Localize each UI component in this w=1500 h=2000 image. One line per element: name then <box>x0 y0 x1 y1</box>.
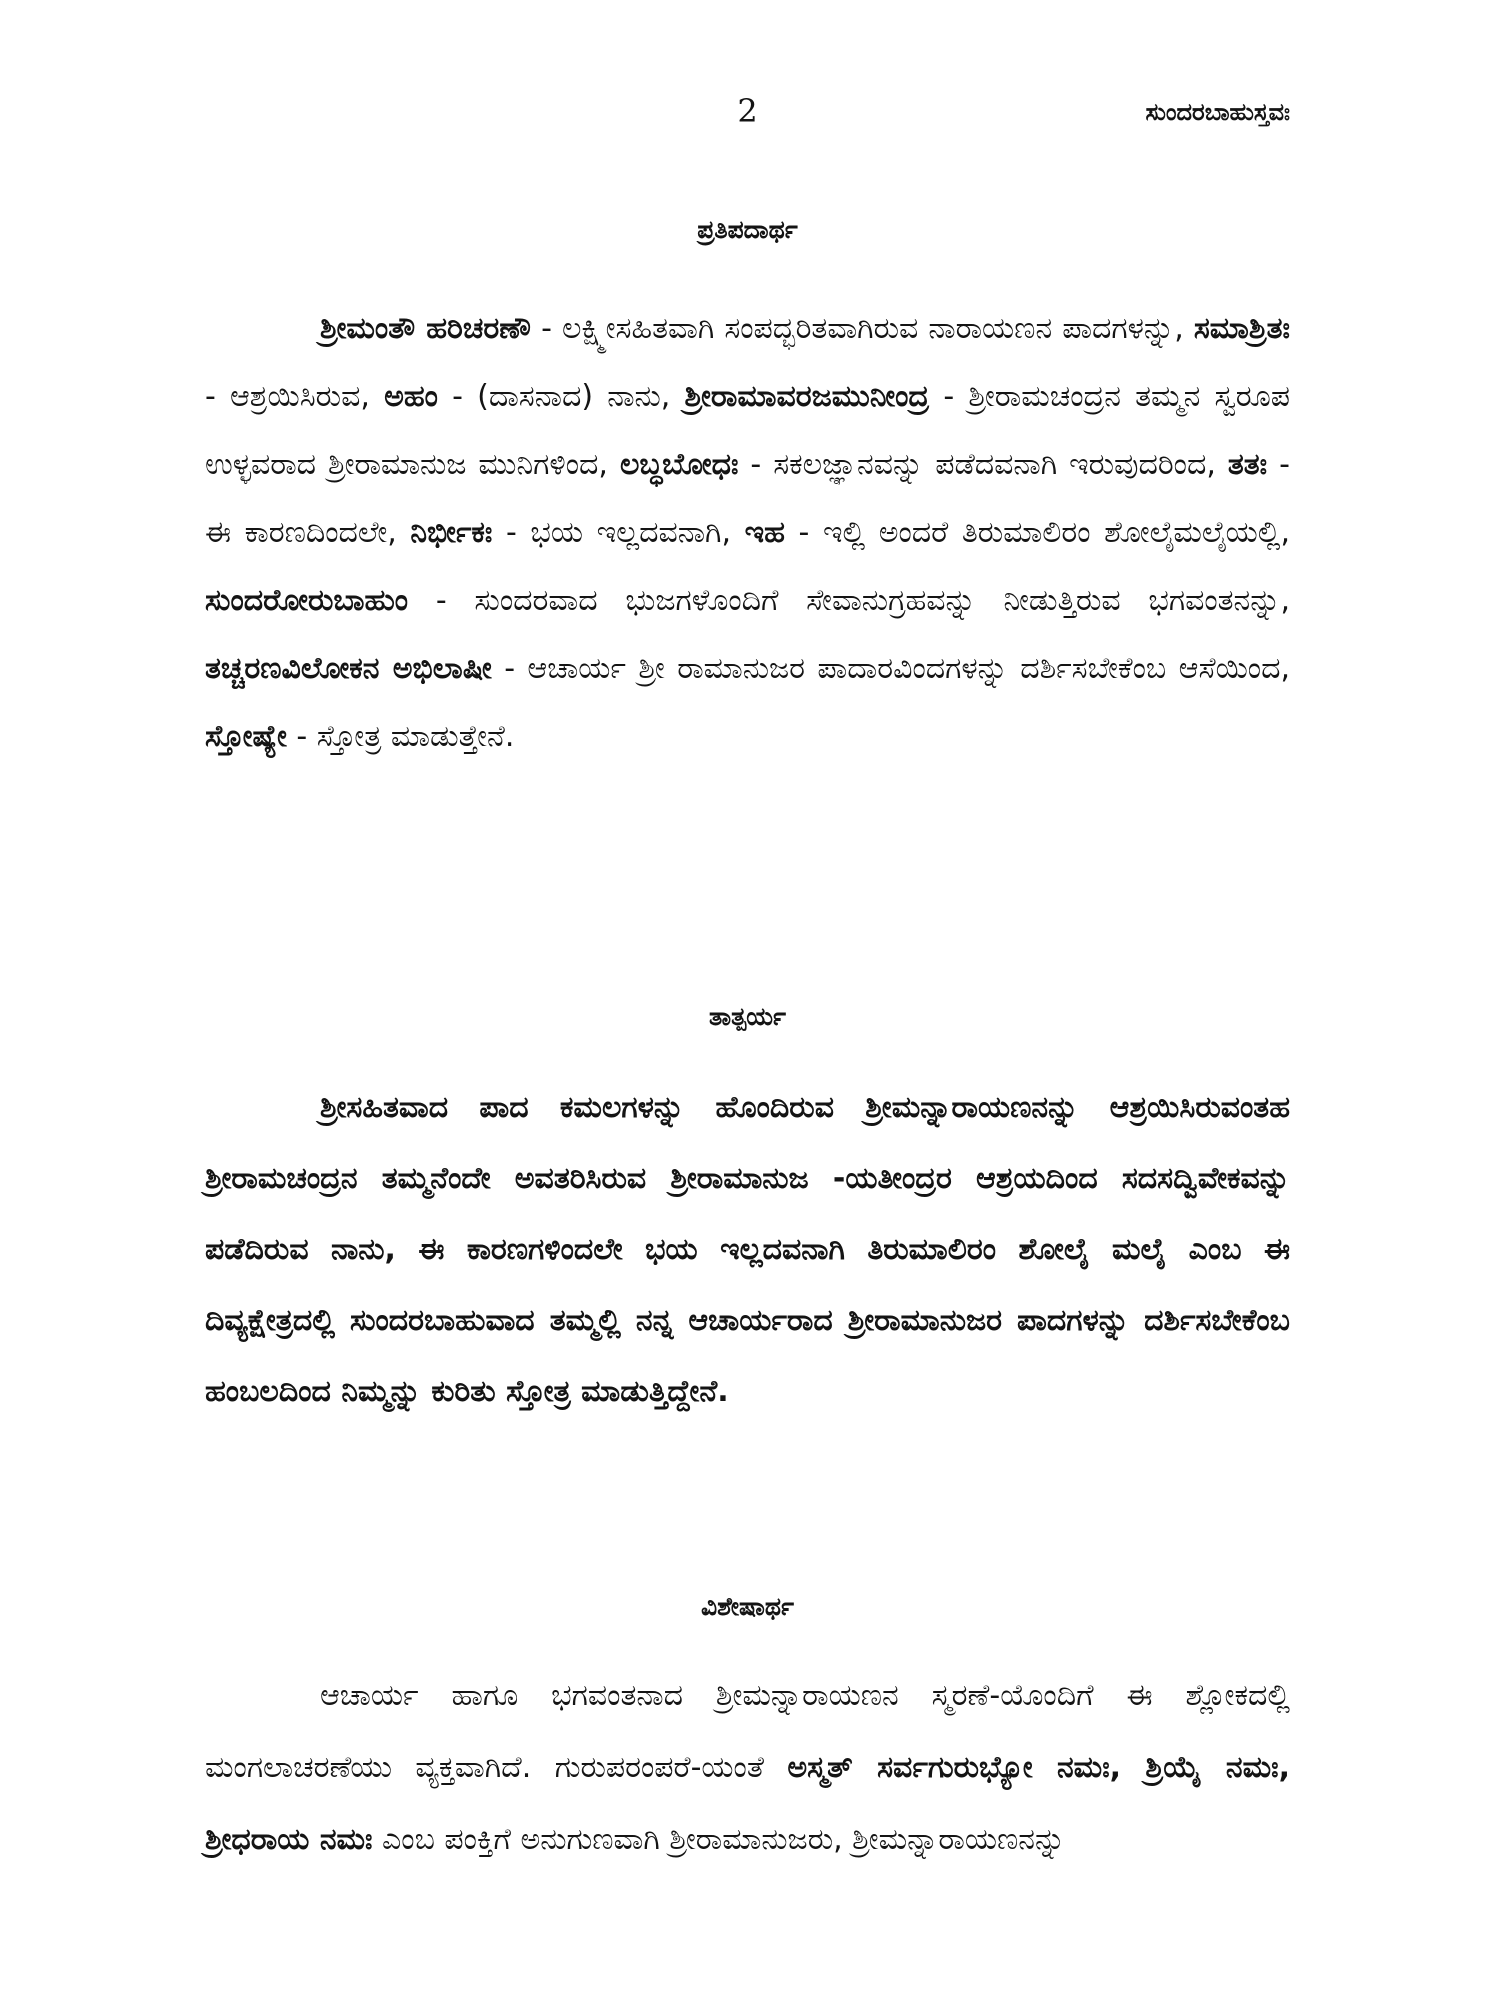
commentary-text: ಎಂಬ ಪಂಕ್ತಿಗೆ ಅನುಗುಣವಾಗಿ ಶ್ರೀರಾಮಾನುಜರು, ಶ್ರೀಮನ್ನಾರಾಯಣನನ್ನು <box>372 1822 1066 1857</box>
gloss-text: - ಭಯ ಇಲ್ಲದವನಾಗಿ, <box>492 515 745 550</box>
term-tatah: ತತಃ <box>1227 447 1268 482</box>
term-sundarorubahum: ಸುಂದರೋರುಬಾಹುಂ <box>205 583 409 618</box>
gloss-text: - (ದಾಸನಾದ) ನಾನು, <box>437 379 685 414</box>
term-labdhabodhah: ಲಬ್ಧಬೋಧಃ <box>619 447 739 482</box>
section-heading-visheshartha: ವಿಶೇಷಾರ್ಥ <box>701 1592 794 1621</box>
gloss-text: - ಲಕ್ಷ್ಮೀಸಹಿತವಾಗಿ ಸಂಪದ್ಭರಿತವಾಗಿರುವ ನಾರಾಯಣನ ಪಾದಗಳನ್ನು, <box>531 311 1194 346</box>
term-shriramavarajamunindra: ಶ್ರೀರಾಮಾವರಜಮುನೀಂದ್ರ <box>684 379 930 414</box>
gloss-text: - ಶ್ರೀರಾಮಚಂದ್ರನ ತಮ್ಮನ ಸ್ವರೂಪ ಉಳ್ಳವರಾದ ಶ್ರೀರಾಮಾನುಜ ಮುನಿಗಳಿಂದ, <box>205 379 1290 482</box>
running-header <box>205 92 1290 142</box>
pratipadartha-section <box>205 215 1290 771</box>
gloss-text: - ಇಲ್ಲಿ ಅಂದರೆ ತಿರುಮಾಲಿರಂ ಶೋಲೈಮಲೈಯಲ್ಲಿ, <box>784 515 1290 550</box>
running-title: ಸುಂದರಬಾಹುಸ್ತವಃ <box>1145 98 1290 126</box>
page-number: 2 <box>737 92 758 130</box>
gloss-text: - ಆಶ್ರಯಿಸಿರುವ, <box>205 379 385 414</box>
gloss-text: - ಸಕಲಜ್ಞಾನವನ್ನು ಪಡೆದವನಾಗಿ ಇರುವುದರಿಂದ, <box>738 447 1228 482</box>
term-nirbhikah: ನಿರ್ಭೀಕಃ <box>410 515 493 550</box>
section-heading-pratipadartha: ಪ್ರತಿಪದಾರ್ಥ <box>697 215 798 244</box>
term-samashritah: ಸಮಾಶ್ರಿತಃ <box>1193 311 1290 346</box>
gloss-text: - ಈ ಕಾರಣದಿಂದಲೇ, <box>205 447 1290 550</box>
term-shrimantau-haricharanau: ಶ್ರೀಮಂತೌ ಹರಿಚರಣೌ <box>320 311 532 346</box>
gloss-text: - ಸುಂದರವಾದ ಭುಜಗಳೊಂದಿಗೆ ಸೇವಾನುಗ್ರಹವನ್ನು ನೀಡುತ್ತಿರುವ ಭಗವಂತನನ್ನು, <box>408 583 1290 618</box>
term-aham: ಅಹಂ <box>384 379 438 414</box>
gloss-text: - ಸ್ತೋತ್ರ ಮಾಡುತ್ತೇನೆ. <box>286 719 515 754</box>
commentary-text: ಆಚಾರ್ಯ ಹಾಗೂ ಭಗವಂತನಾದ ಶ್ರೀಮನ್ನಾರಾಯಣನ ಸ್ಮರಣೆ-ಯೊಂದಿಗೆ ಈ ಶ್ಲೋಕದಲ್ಲಿ ಮಂಗಲಾಚರಣೆಯು ವ್ಯಕ್ತವಾಗಿದೆ. ಗುರುಪರಂಪರೆ-ಯಂತೆ <box>205 1678 1290 1785</box>
gloss-text: - ಆಚಾರ್ಯ ಶ್ರೀ ರಾಮಾನುಜರ ಪಾದಾರವಿಂದಗಳನ್ನು ದರ್ಶಿಸಬೇಕೆಂಬ ಆಸೆಯಿಂದ, <box>491 651 1290 686</box>
guruparampara-salutation: ಅಸ್ಮತ್ ಸರ್ವಗುರುಭ್ಯೋ ನಮಃ, ಶ್ರಿಯೈ ನಮಃ, ಶ್ರೀಧರಾಯ ನಮಃ <box>205 1750 1290 1857</box>
visheshartha-section <box>205 1592 1290 1876</box>
pratipadartha-paragraph <box>205 295 1290 771</box>
term-iha: ಇಹ <box>744 515 785 550</box>
tatparya-section <box>205 1002 1290 1427</box>
term-stoshye: ಸ್ತೋಷ್ಯೇ <box>205 719 287 754</box>
term-taccharanavilokana-abhilashi: ತಚ್ಚರಣವಿಲೋಕನ ಅಭಿಲಾಷೀ <box>205 651 492 686</box>
section-heading-tatparya: ತಾತ್ಪರ್ಯ <box>709 1002 786 1031</box>
visheshartha-paragraph <box>205 1660 1290 1876</box>
tatparya-paragraph: ಶ್ರೀಸಹಿತವಾದ ಪಾದ ಕಮಲಗಳನ್ನು ಹೊಂದಿರುವ ಶ್ರೀಮನ್ನಾರಾಯಣನನ್ನು ಆಶ್ರಯಿಸಿರುವಂತಹ ಶ್ರೀರಾಮಚಂದ್ರನ ತಮ್ಮನೆಂದೇ ಅವತರಿಸಿರುವ ಶ್ರೀರಾಮಾನುಜ -ಯತೀಂದ್ರರ ಆಶ್ರಯದಿಂದ ಸದಸದ್ವಿವೇಕವನ್ನು ಪಡೆದಿರುವ ನಾನು, ಈ ಕಾರಣಗಳಿಂದಲೇ ಭಯ ಇಲ್ಲದವನಾಗಿ ತಿರುಮಾಲಿರಂ ಶೋಲೈ ಮಲೈ ಎಂಬ ಈ ದಿವ್ಯಕ್ಷೇತ್ರದಲ್ಲಿ ಸುಂದರಬಾಹುವಾದ ತಮ್ಮಲ್ಲಿ ನನ್ನ ಆಚಾರ್ಯರಾದ ಶ್ರೀರಾಮಾನುಜರ ಪಾದಗಳನ್ನು ದರ್ಶಿಸಬೇಕೆಂಬ ಹಂಬಲದಿಂದ ನಿಮ್ಮನ್ನು ಕುರಿತು ಸ್ತೋತ್ರ ಮಾಡುತ್ತಿದ್ದೇನೆ. <box>205 1090 1290 1409</box>
